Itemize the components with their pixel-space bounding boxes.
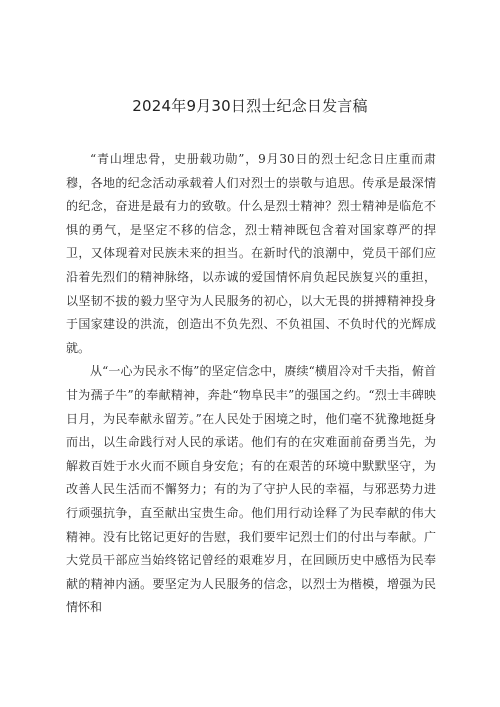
paragraph: 从“一心为民永不悔”的坚定信念中，赓续“横眉冷对千夫指，俯首甘为孺子牛”的奉献精神，奔赴“物阜民丰”的强国之约。“烈士丰碑映日月，为民奉献永留芳。”在人民处于困境之时，他们毫不犹豫地挺身而出，以生命践行对人民的承诺。他们有的在灾难面前奋勇当先，为解救百姓于水火而不顾自身安危；有的在艰苦的环境中默默坚守，为改善人民生活而不懈努力；有的为了守护人民的幸福，与邪恶势力进行顽强抗争，直至献出宝贵生命。他们用行动诠释了为民奉献的伟大精神。没有比铭记更好的告慰，我们要牢记烈士们的付出与奉献。广大党员干部应当始终铭记曾经的艰难岁月，在回顾历史中感悟为民奉献的精神内涵。要坚定为人民服务的信念，以烈士为楷模，增强为民情怀和 bbox=[66, 364, 436, 615]
paragraph: “青山埋忠骨，史册载功勋”，9月30日的烈士纪念日庄重而肃穆，各地的纪念活动承载着人们对烈士的崇敬与追思。传承是最深情的纪念，奋进是最有力的致敬。什么是烈士精神？烈士精神是临危不惧的勇气，是坚定不移的信念，烈士精神既包含着对国家尊严的捍卫，又体现着对民族未来的担当。在新时代的浪潮中，党员干部们应沿着先烈们的精神脉络，以赤诚的爱国情怀肩负起民族复兴的重担，以坚韧不拔的毅力坚守为人民服务的初心，以大无畏的拼搏精神投身于国家建设的洪流，创造出不负先烈、不负祖国、不负时代的光辉成就。 bbox=[66, 152, 436, 355]
document-title: 2024年9月30日烈士纪念日发言稿 bbox=[132, 97, 368, 115]
document-body bbox=[66, 148, 436, 620]
